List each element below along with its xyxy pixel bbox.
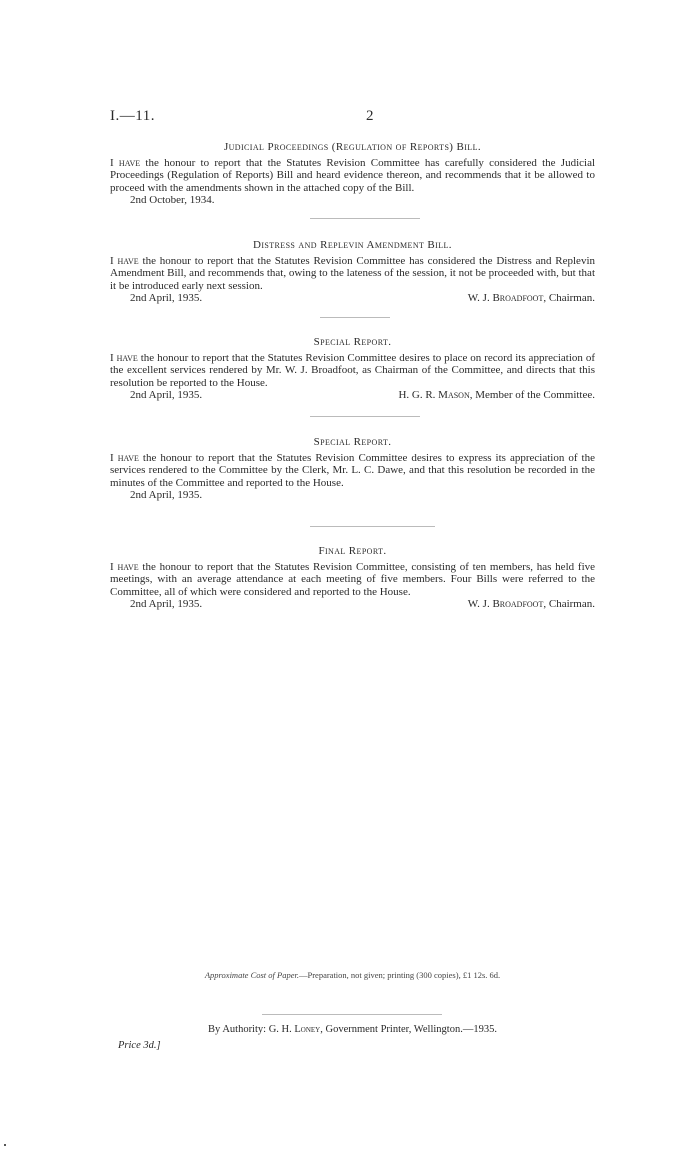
scan-speck	[4, 1144, 6, 1146]
section-divider	[310, 526, 435, 527]
special-report-broadfoot	[110, 336, 595, 402]
lead-words: I have	[110, 156, 141, 169]
body-text: the honour to report that the Statutes Revision Committee has carefully considered the Judicial Proceedings (Regulation of Reports) Bill and heard evidence thereon, and recommends that it be allowed to proceed with the amendments shown in the attached copy of the Bill.	[110, 156, 596, 194]
report-date: 2nd April, 1935.	[130, 489, 203, 502]
final-report	[110, 545, 595, 611]
section-divider	[310, 218, 420, 219]
section-divider	[310, 416, 420, 417]
signer-name: W. J. Broadfoot,	[467, 292, 547, 305]
printer-rest: Government Printer, Wellington.—1935.	[325, 1024, 497, 1035]
price-label: Price 3d.]	[118, 1040, 161, 1051]
cost-of-paper-note	[110, 970, 595, 980]
body-text: the honour to report that the Statutes Revision Committee, consisting of ten members, has held five meetings, with an average attendance at each meeting of five members. Four Bills were referred to the Committee, all of which were considered and reported to the House.	[110, 560, 596, 598]
body-text: the honour to report that the Statutes Revision Committee desires to place on record its appreciation of the excellent services rendered by Mr. W. J. Broadfoot, as Chairman of the Committee, and directs that this resolution be reported to the House.	[110, 351, 596, 389]
section-title: Final Report.	[318, 545, 387, 557]
section-body	[110, 255, 595, 293]
section-body	[110, 561, 595, 599]
printing-authority	[110, 1024, 595, 1035]
signer	[468, 292, 595, 305]
footer-divider	[262, 1014, 442, 1015]
cost-label: Approximate Cost of Paper.	[204, 970, 299, 980]
signature-line	[110, 489, 595, 502]
report-date: 2nd April, 1935.	[130, 292, 203, 305]
section-body	[110, 452, 595, 490]
report-judicial-proceedings	[110, 141, 595, 207]
body-text: the honour to report that the Statutes Revision Committee desires to express its appreciation of the services rendered to the Committee by the Clerk, Mr. L. C. Dawe, and that this resolution be recorded in the minutes of the Committee and reported to the House.	[110, 451, 595, 489]
signer	[398, 389, 595, 402]
paper-reference: I.—11.	[110, 108, 155, 124]
report-distress-replevin	[110, 239, 595, 305]
section-title: Special Report.	[313, 336, 392, 348]
signer-role: Chairman.	[548, 598, 595, 611]
special-report-dawe	[110, 436, 595, 502]
signer-role: Chairman.	[548, 292, 595, 305]
signature-line	[110, 292, 595, 305]
signer-name: H. G. R. Mason,	[398, 389, 473, 402]
report-date: 2nd April, 1935.	[130, 598, 203, 611]
body-text: the honour to report that the Statutes Revision Committee has considered the Distress and Replevin Amendment Bill, and recommends that, owing to the lateness of the session, it not be proceeded with, but that it be introduced early next session.	[110, 254, 595, 292]
page-number: 2	[366, 108, 374, 124]
section-title: Distress and Replevin Amendment Bill.	[253, 239, 452, 251]
signature-line	[110, 598, 595, 611]
page-header	[110, 108, 590, 128]
section-title: Special Report.	[313, 436, 392, 448]
lead-words: I have	[110, 451, 139, 464]
lead-words: I have	[110, 351, 138, 364]
section-body	[110, 157, 595, 195]
lead-words: I have	[110, 560, 139, 573]
section-divider	[320, 317, 390, 318]
signature-line	[110, 389, 595, 402]
signer-name: W. J. Broadfoot,	[467, 598, 547, 611]
section-title: Judicial Proceedings (Regulation of Reports) Bill.	[223, 141, 482, 153]
signer-role: Member of the Committee.	[475, 389, 595, 402]
report-date: 2nd October, 1934.	[130, 194, 215, 207]
cost-text: —Preparation, not given; printing (300 copies), £1 12s. 6d.	[298, 970, 501, 980]
report-date: 2nd April, 1935.	[130, 389, 203, 402]
lead-words: I have	[110, 254, 139, 267]
signer	[468, 598, 595, 611]
signature-line	[110, 194, 595, 207]
section-body	[110, 352, 595, 390]
authority-prefix: By Authority:	[208, 1024, 267, 1035]
printer-name: G. H. Loney,	[268, 1024, 323, 1035]
